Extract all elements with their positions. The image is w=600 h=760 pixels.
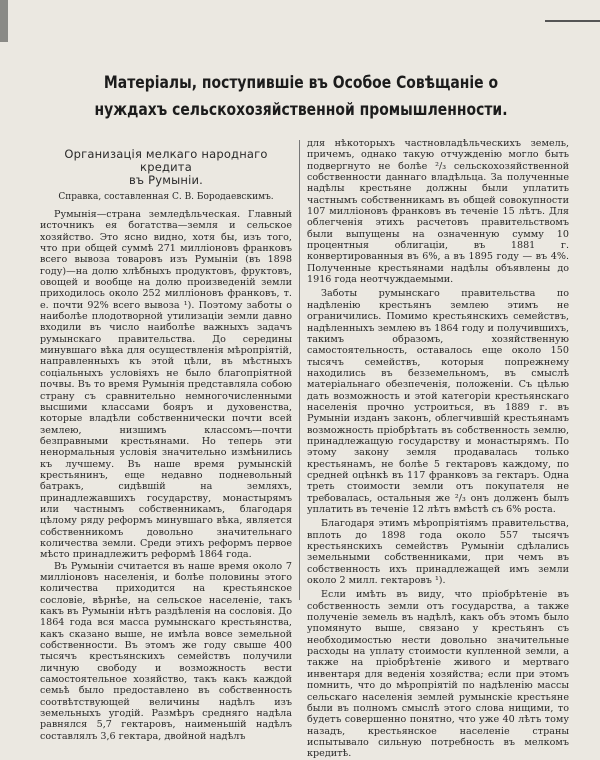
page-title: Матеріалы, поступившіе въ Особое Совѣщаніе о нуждахъ сельскохозяйственной промышленности.: [94, 73, 508, 120]
binding-edge-mark: [0, 0, 8, 42]
left-column: [40, 148, 292, 742]
right-column: [307, 138, 569, 760]
right-paragraph-4: Если имѣть въ виду, что пріобрѣтеніе въ собственность земли отъ государства, а также полученіе земель въ надѣлѣ, какъ объ этомъ было упомянуто выше, связано у крестьянъ съ необходимостью нести довольно значительные расходы на уплату стоимости купленной земли, а также на пріобрѣтеніе живого и мертваго инвентаря для веденія хозяйства; если при этомъ помнить, что до мѣропріятій по надѣленію массы сельскаго населенія землей румынскіе крестьяне были въ полномъ смыслѣ этого слова нищими, то будетъ совершенно понятно, что уже 40 лѣтъ тому назадъ, крестьянское населеніе страны испытывало сильную потребность въ мелкомъ кредитѣ.: [307, 589, 569, 760]
right-paragraph-2: Заботы румынскаго правительства по надѣленію крестьянъ землею этимъ не ограничились. Помимо крестьянскихъ семействъ, надѣленныхъ землею въ 1864 году и получившихъ, такимъ образомъ, хозяйственную самостоятельность, оставалось еще около 150 тысячъ семействъ, которыя попрежнему находились въ безземельномъ, въ смыслѣ матеріальнаго обезпеченія, положеніи. Съ цѣлью дать возможность и этой категоріи крестьянскаго населенія прочно устроиться, въ 1889 г. въ Румыніи изданъ законъ, облегчившій крестьянамъ возможность пріобрѣтать въ собственность землю, принадлежащую государству и монастырямъ. По этому закону земля продавалась только крестьянамъ, не болѣе 5 гектаровъ каждому, по средней оцѣнкѣ въ 117 франковъ за гектаръ. Одна треть стоимости земли отъ покупателя не требовалась, остальныя же ²/₃ онъ долженъ былъ уплатить въ теченіе 12 лѣтъ вмѣстѣ съ 6% роста.: [307, 288, 569, 515]
left-paragraph-1: Румынія—страна земледѣльческая. Главный источникъ ея богатства—земля и сельское хозяйство. Это ясно видно, хотя бы, изъ того, что при общей суммѣ 271 милліоновъ франковъ всего вывоза товаровъ изъ Румыніи (въ 1898 году)—на долю хлѣбныхъ продуктовъ, фруктовъ, овощей и вообще на долю произведеній земли приходилось около 252 милліоновъ франковъ, т. е. почти 92% всего вывоза ¹). Поэтому заботы о наиболѣе плодотворной утилизаціи земли давно входили въ число наиболѣе важныхъ задачъ румынскаго правительства. До середины минувшаго вѣка для осуществленія мѣропріятій, направленныхъ къ этой цѣли, въ мѣстныхъ соціальныхъ условіяхъ не было благопріятной почвы. Въ то время Румынія представляла собою страну съ сравнительно немногочисленными высшими классами бояръ и духовенства, которые владѣли собственнически почти всей землею, низшимъ классомъ—почти безправными крестьянами. Но теперь эти ненормальныя условія значительно измѣнились къ лучшему. Въ наше время румынскій крестьянинъ, еще недавно подневольный батракъ, сидѣвшій на земляхъ, принадлежавшихъ государству, монастырямъ или частнымъ собственникамъ, благодаря цѣлому ряду реформъ минувшаго вѣка, является собственникомъ довольно значительнаго количества земли. Среди этихъ реформъ первое мѣсто принадлежитъ реформѣ 1864 года.: [40, 209, 292, 561]
right-paragraph-3: Благодаря этимъ мѣропріятіямъ правительства, вплоть до 1898 года около 557 тысячъ крестьянскихъ семействъ Румыніи сдѣлались земельными собственниками, при чемъ въ собственность ихъ принадлежащей имъ земли около 2 милл. гектаровъ ¹).: [307, 518, 569, 587]
article-byline: Справка, составленная С. В. Бородаевскимъ.: [58, 192, 274, 202]
right-paragraph-1: для нѣкоторыхъ частновладѣльческихъ земель, причемъ, однако такую отчужденію могло быть подвергнуто не болѣе ²/₃ сельскохозяйственной собственности даннаго владѣльца. За полученные надѣлы крестьяне должны были уплатить частнымъ собственникамъ въ общей совокупности 107 милліоновъ франковъ въ теченіе 15 лѣтъ. Для облегченія этихъ расчетовъ правительствомъ были выпущены на означенную сумму 10 процентныя облигаціи, въ 1881 г. конвертированныя въ 6%, а въ 1895 году — въ 4%. Полученные крестьянами надѣлы объявлены до 1916 года неотчуждаемыми.: [307, 138, 569, 286]
article-title-line2: въ Румыніи.: [128, 173, 204, 187]
article-title-line1: Организація мелкаго народнаго кредита: [64, 147, 268, 174]
left-paragraph-2: Въ Румыніи считается въ наше время около 7 милліоновъ населенія, и болѣе половины этого количества приходится на крестьянское сословіе, вѣрнѣе, на сельское населеніе, такъ какъ въ Румыніи нѣтъ раздѣленія на сословія. До 1864 года вся масса румынскаго крестьянства, какъ сказано выше, не имѣла вовсе земельной собственности. Въ этомъ же году свыше 400 тысячъ крестьянскихъ семействъ получили личную свободу и возможность вести самостоятельное хозяйство, такъ какъ каждой семьѣ было предоставлено въ собственность соотвѣтствующей величины надѣлъ изъ земельныхъ угодій. Размѣръ средняго надѣла равнялся 5,7 гектаровъ, наименьшій надѣлъ составлялъ 3,6 гектара, двойной надѣлъ: [40, 560, 292, 742]
header-rule: [545, 20, 600, 22]
column-divider: [299, 140, 300, 600]
